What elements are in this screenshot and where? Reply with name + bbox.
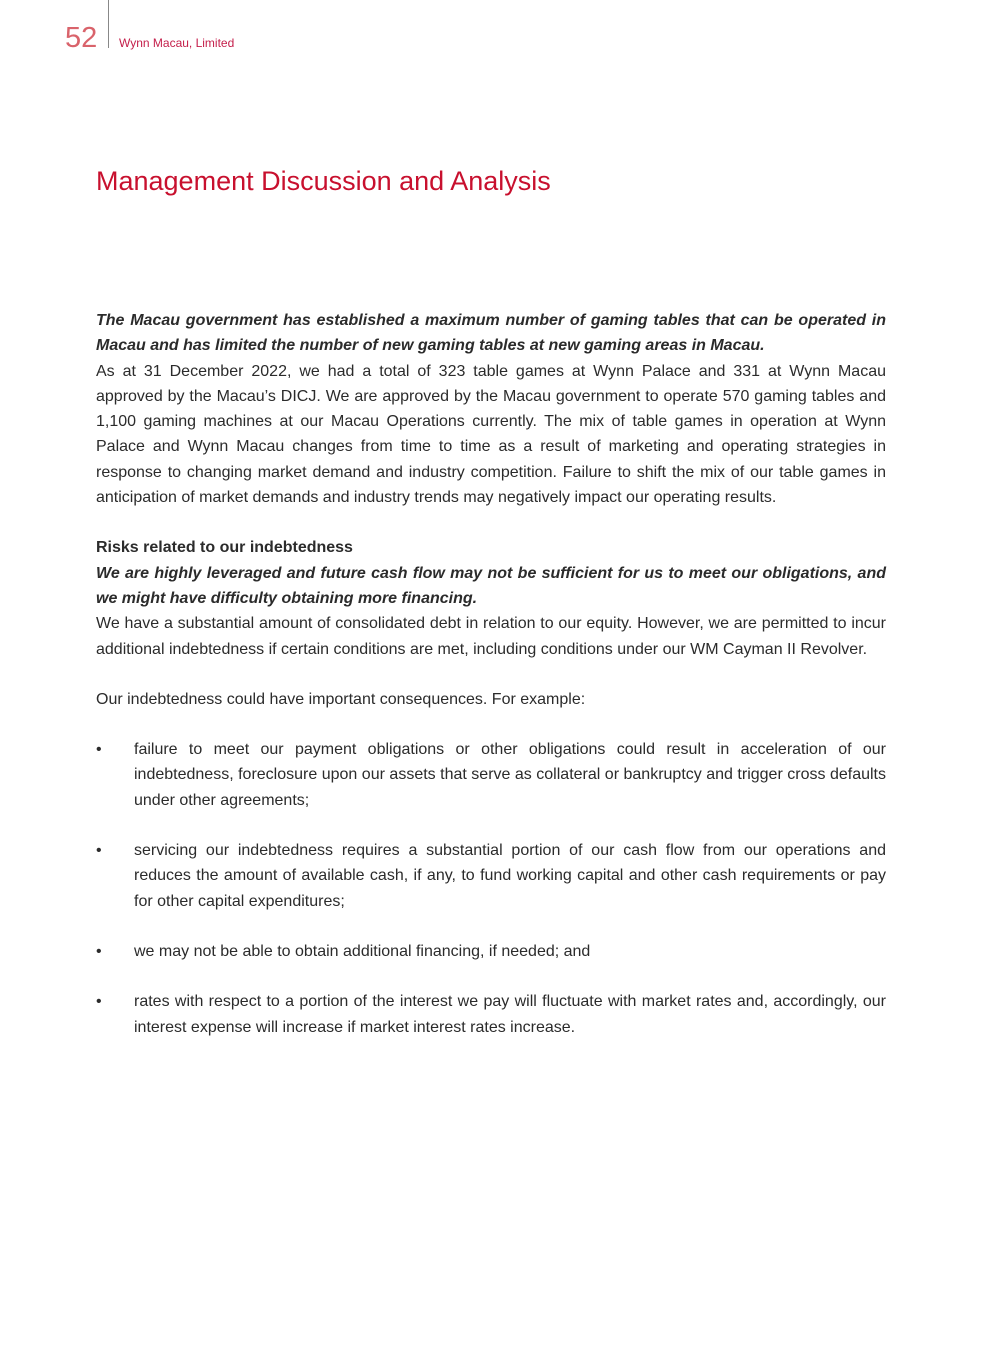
list-item — [96, 939, 886, 964]
list-item — [96, 737, 886, 813]
list-item-text: servicing our indebtedness requires a substantial portion of our cash flow from our operations and reduces the amount of available cash, if any, to fund working capital and other cash requirements or pay for other capital expenditures; — [134, 842, 886, 910]
bullet-icon: • — [96, 993, 102, 1011]
paragraph: As at 31 December 2022, we had a total of 323 table games at Wynn Palace and 331 at Wynn Macau approved by the Macau’s DICJ. We are approved by the Macau government to operate 570 gaming tables and 1,100 gaming machines at our Macau Operations currently. The mix of table games in operation at Wynn Palace and Wynn Macau changes from time to time as a result of marketing and operating strategies in response to changing market demand and industry competition. Failure to shift the mix of our table games in anticipation of market demands and industry trends may negatively impact our operating results. — [96, 362, 886, 507]
section-heading: Risks related to our indebtedness — [96, 539, 353, 557]
company-name: Wynn Macau, Limited — [119, 36, 235, 50]
italic-paragraph: We are highly leveraged and future cash flow may not be sufficient for us to meet our obligations, and we might have difficulty obtaining more financing. — [96, 564, 886, 607]
list-item — [96, 838, 886, 914]
body-text — [96, 308, 886, 1040]
list-item-text: failure to meet our payment obligations or other obligations could result in acceleration of our indebtedness, foreclosure upon our assets that serve as collateral or bankruptcy and trigger cross defaults under other agreements; — [134, 741, 886, 809]
paragraph: We have a substantial amount of consolidated debt in relation to our equity. However, we are permitted to incur additional indebtedness if certain conditions are met, including conditions under our WM Cayman II Revolver. — [96, 615, 886, 658]
bullet-icon: • — [96, 741, 102, 759]
list-item-text: rates with respect to a portion of the interest we pay will fluctuate with market rates and, accordingly, our interest expense will increase if market interest rates increase. — [134, 993, 886, 1036]
bullet-icon: • — [96, 942, 102, 960]
paragraph: Our indebtedness could have important consequences. For example: — [96, 690, 586, 708]
list-item-text: we may not be able to obtain additional financing, if needed; and — [134, 942, 591, 960]
page-number: 52 — [65, 22, 98, 54]
bullet-icon: • — [96, 842, 102, 860]
bullet-list — [96, 737, 886, 1040]
italic-paragraph: The Macau government has established a maximum number of gaming tables that can be operated in Macau and has limited the number of new gaming tables at new gaming areas in Macau. — [96, 312, 886, 355]
header-divider — [108, 0, 109, 48]
page-title: Management Discussion and Analysis — [96, 166, 551, 196]
list-item — [96, 989, 886, 1040]
